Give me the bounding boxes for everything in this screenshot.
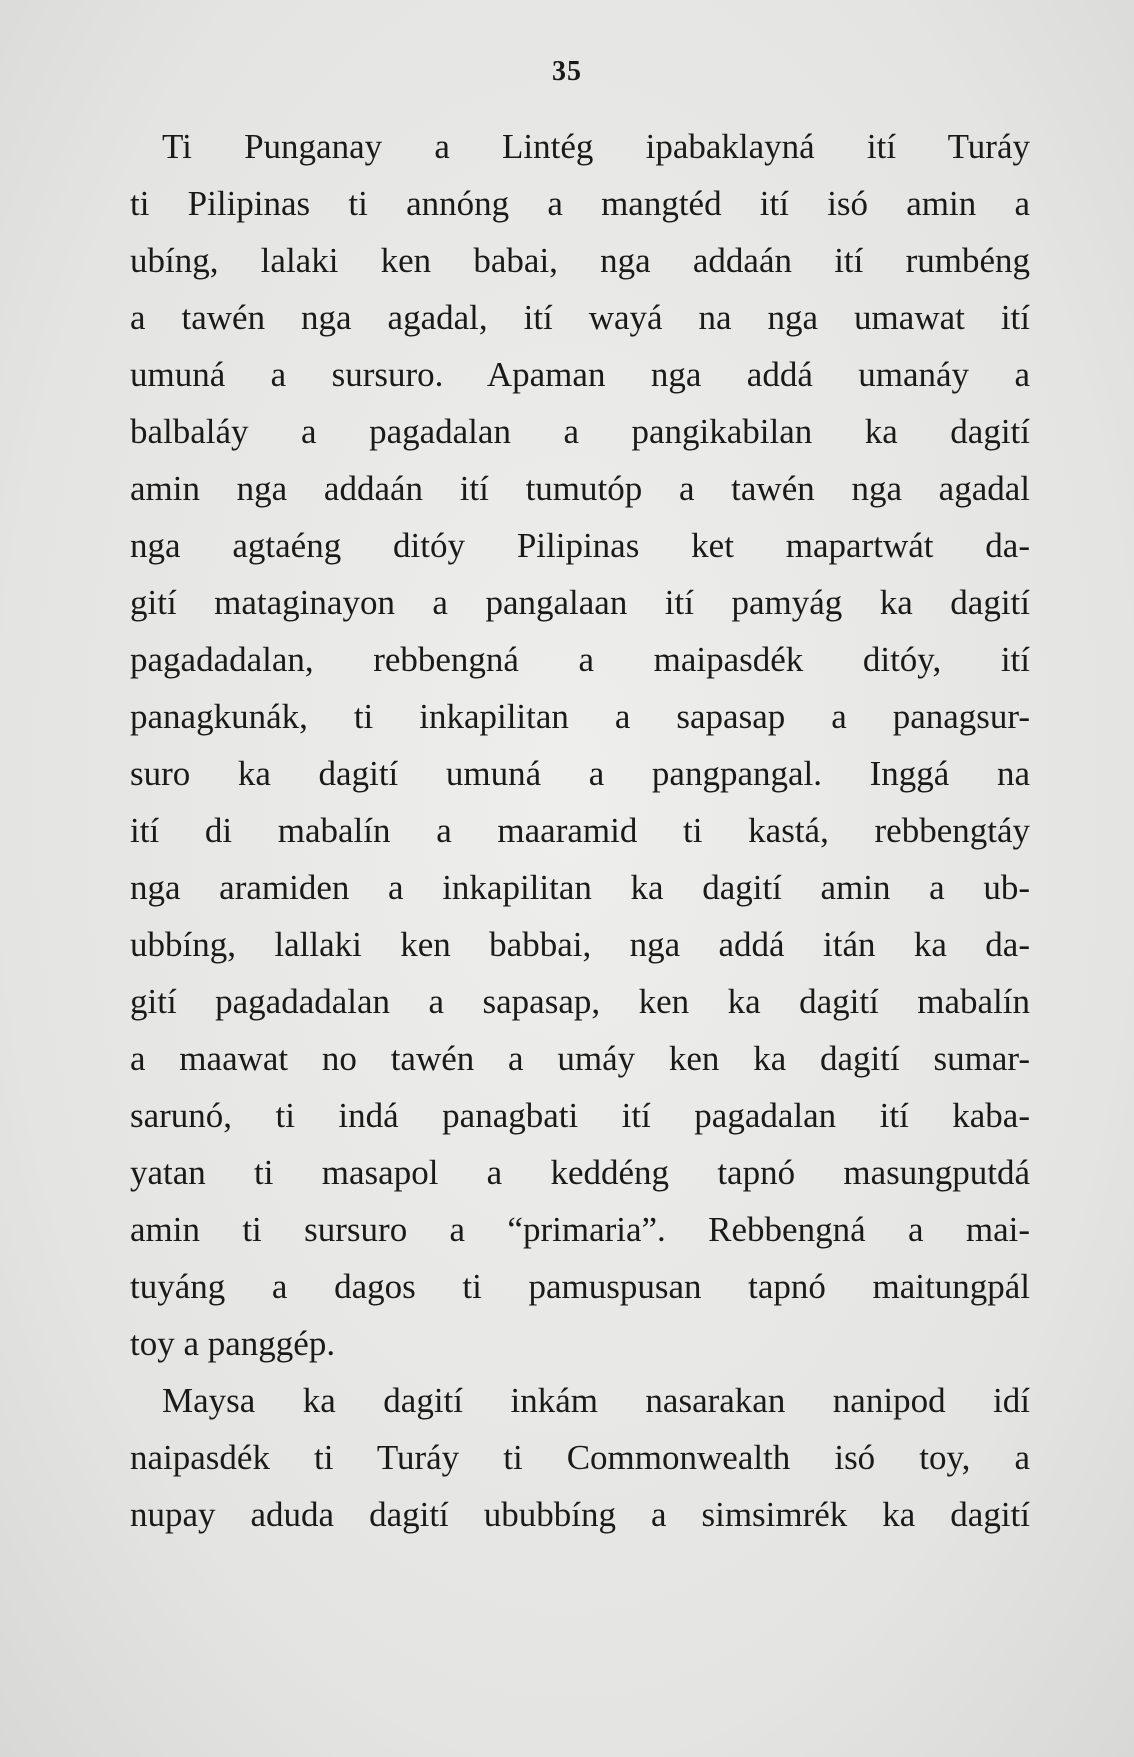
text-line: a maawat no tawén a umáy ken ka dagití sumar- xyxy=(130,1039,1030,1078)
text-line: ubíng, lalaki ken babai, nga addaán ití rumbéng xyxy=(130,241,1030,280)
text-line: amin ti sursuro a “primaria”. Rebbengná a mai- xyxy=(130,1210,1030,1249)
text-line: nga aramiden a inkapilitan ka dagití amin a ub- xyxy=(130,868,1030,907)
text-line: balbaláy a pagadalan a pangikabilan ka dagití xyxy=(130,412,1030,451)
text-line: Maysa ka dagití inkám nasarakan nanipod idí xyxy=(162,1381,1030,1420)
text-line: nupay aduda dagití ububbíng a simsimrék ka dagití xyxy=(130,1495,1030,1534)
text-line: yatan ti masapol a keddéng tapnó masungputdá xyxy=(130,1153,1030,1192)
text-line: gití pagadadalan a sapasap, ken ka dagití mabalín xyxy=(130,982,1030,1021)
text-line: pagadadalan, rebbengná a maipasdék ditóy, ití xyxy=(130,640,1030,679)
paragraph xyxy=(130,1372,1030,1543)
text-line: a tawén nga agadal, ití wayá na nga umawat ití xyxy=(130,298,1030,337)
text-line: gití mataginayon a pangalaan ití pamyág ka dagití xyxy=(130,583,1030,622)
text-line: toy a panggép. xyxy=(130,1324,336,1363)
paragraph xyxy=(130,118,1030,1372)
text-line: amin nga addaán ití tumutóp a tawén nga agadal xyxy=(130,469,1030,508)
text-line: suro ka dagití umuná a pangpangal. Inggá na xyxy=(130,754,1030,793)
body-text xyxy=(130,118,1030,1543)
text-line: panagkunák, ti inkapilitan a sapasap a panagsur- xyxy=(130,697,1030,736)
text-line: sarunó, ti indá panagbati ití pagadalan ití kaba- xyxy=(130,1096,1030,1135)
page-number: 35 xyxy=(552,56,582,87)
text-line: nga agtaéng ditóy Pilipinas ket mapartwát da- xyxy=(130,526,1030,565)
text-line: ti Pilipinas ti annóng a mangtéd ití isó amin a xyxy=(130,184,1030,223)
text-line: ubbíng, lallaki ken babbai, nga addá itán ka da- xyxy=(130,925,1030,964)
text-line: tuyáng a dagos ti pamuspusan tapnó maitungpál xyxy=(130,1267,1030,1306)
text-line: ití di mabalín a maaramid ti kastá, rebbengtáy xyxy=(130,811,1030,850)
text-line: umuná a sursuro. Apaman nga addá umanáy a xyxy=(130,355,1030,394)
text-line: naipasdék ti Turáy ti Commonwealth isó toy, a xyxy=(130,1438,1030,1477)
text-line: Ti Punganay a Lintég ipabaklayná ití Turáy xyxy=(162,127,1030,166)
